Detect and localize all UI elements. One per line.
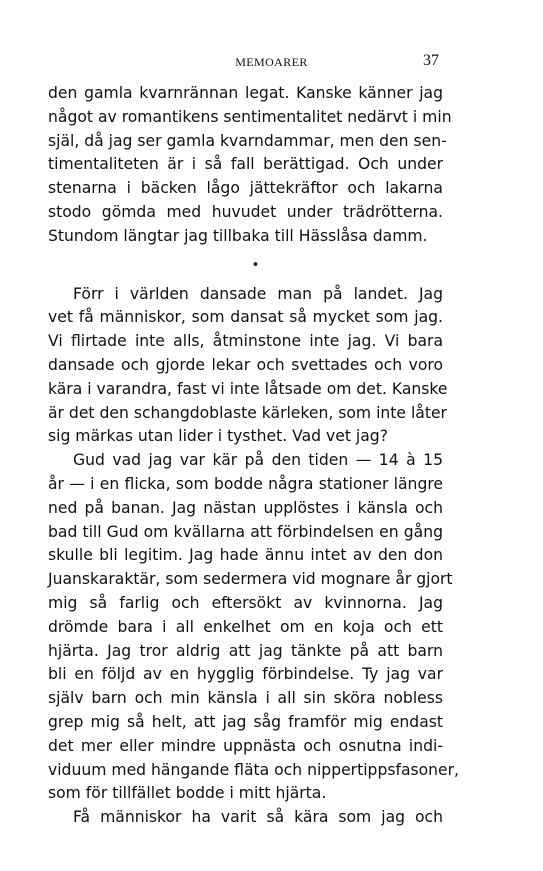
text-line: år — i en flicka, som bodde några stationer längre: [48, 474, 443, 493]
text-line: skulle bli legitim. Jag hade ännu intet av den don: [48, 546, 443, 565]
body-text: [48, 82, 460, 830]
running-title: MEMOARER: [235, 55, 308, 69]
text-line: själv barn och min känsla i all sin sköra nobless: [48, 689, 443, 708]
text-line: den gamla kvarnrännan legat. Kanske känner jag: [48, 84, 443, 102]
text-line: vet få människor, som dansat så mycket som jag.: [48, 308, 443, 327]
text-line: mig så farlig och eftersökt av kvinnorna. Jag: [48, 593, 443, 612]
text-line: Gud vad jag var kär på den tiden — 14 à 15: [73, 451, 443, 470]
text-line: Få människor ha varit så kära som jag och: [73, 808, 443, 827]
text-line: Förr i världen dansade man på landet. Jag: [73, 284, 443, 303]
page-number: 37: [423, 52, 439, 69]
text-line: sig märkas utan lider i tysthet. Vad vet jag?: [48, 427, 388, 446]
text-line: bli en följd av en hygglig förbindelse. Ty jag var: [48, 665, 443, 684]
text-line: något av romantikens sentimentalitet nedärvt i min: [48, 107, 452, 126]
text-line: bad till Gud om kvällarna att förbindelsen en gång: [48, 522, 443, 541]
section-break-mark: •: [251, 257, 260, 273]
text-line: som för tillfället bodde i mitt hjärta.: [48, 784, 327, 803]
text-line: stenarna i bäcken lågo jättekräftor och lakarna: [48, 179, 443, 198]
text-line: viduum med hängande fläta och nippertippsfasoner,: [48, 760, 460, 779]
text-line: Juanskaraktär, som sedermera vid mognare år gjort: [48, 570, 453, 589]
text-line: timentaliteten är i så fall berättigad. Och under: [48, 155, 443, 174]
text-line: drömde bara i all enkelhet om en koja och ett: [48, 617, 443, 636]
text-line: stodo gömda med huvudet under trädrötterna.: [48, 202, 443, 221]
running-head: [0, 52, 543, 72]
text-line: dansade och gjorde lekar och svettades och voro: [48, 355, 443, 374]
text-line: hjärta. Jag tror aldrig att jag tänkte på att barn: [48, 641, 443, 660]
text-line: det mer eller mindre uppnästa och osnutna indi-: [48, 736, 443, 755]
text-line: Vi flirtade inte alls, åtminstone inte jag. Vi bara: [48, 332, 443, 351]
text-line: grep mig så helt, att jag såg framför mig endast: [48, 712, 443, 731]
text-line: Stundom längtar jag tillbaka till Hässlåsa damm.: [48, 226, 428, 245]
text-line: är det den schangdoblaste kärleken, som inte låter: [48, 403, 447, 422]
text-line: kära i varandra, fast vi inte låtsade om det. Kanske: [48, 379, 448, 398]
text-line: ned på banan. Jag nästan upplöstes i känsla och: [48, 498, 443, 517]
text-line: själ, då jag ser gamla kvarndammar, men den sen-: [48, 131, 447, 150]
